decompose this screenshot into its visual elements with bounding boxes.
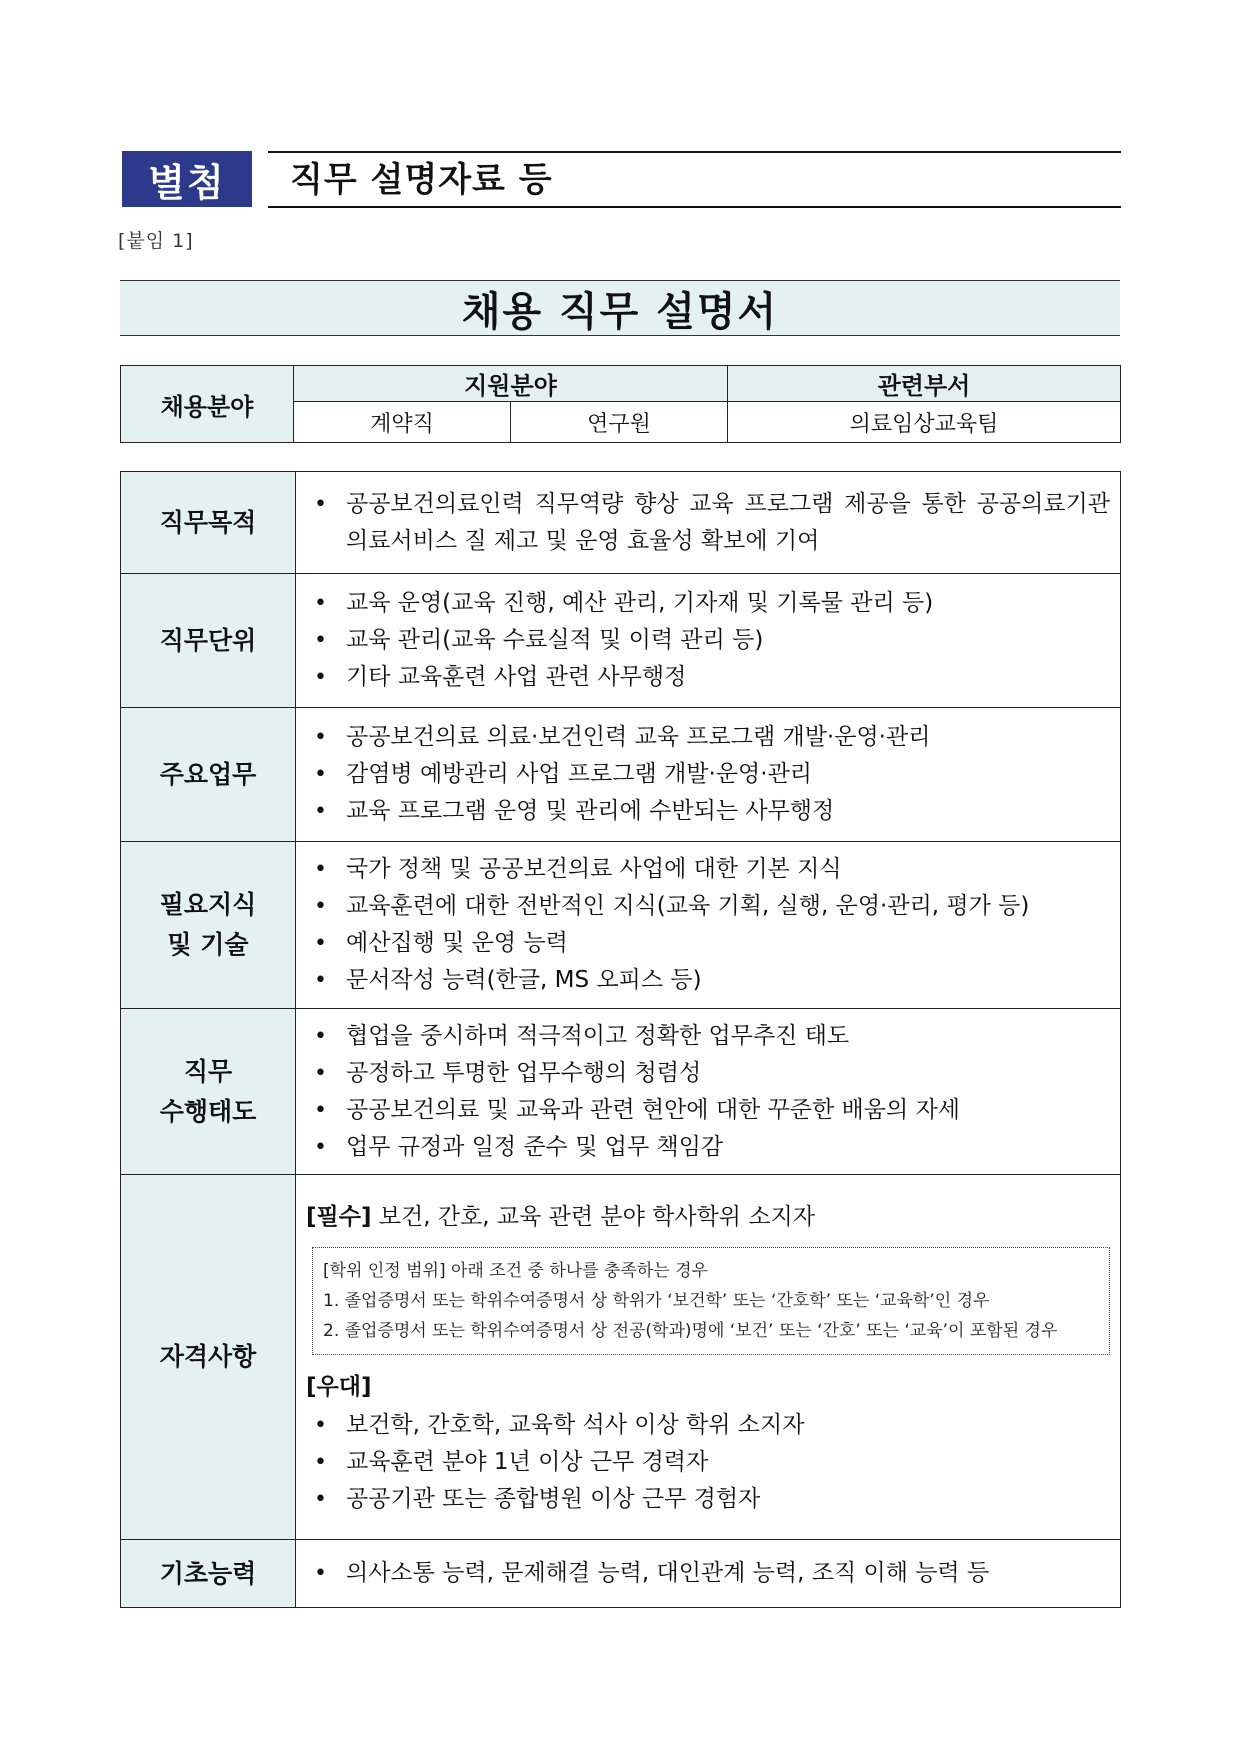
required-text: 보건, 간호, 교육 관련 분야 학사학위 소지자 — [371, 1203, 815, 1230]
required-qualification — [306, 1197, 1110, 1237]
list-item: • 공공기관 또는 종합병원 이상 근무 경험자 — [306, 1481, 1110, 1518]
section-title: 직무 설명자료 등 — [290, 160, 553, 200]
row-label-unit: 직무단위 — [121, 574, 296, 708]
degree-scope-item: 1. 졸업증명서 또는 학위수여증명서 상 학위가 ‘보건학’ 또는 ‘간호학’ 또는 ‘교육학’인 경우 — [323, 1290, 990, 1311]
list-item: • 공공보건의료 의료·보건인력 교육 프로그램 개발·운영·관리 — [306, 719, 1110, 756]
duties-content — [296, 708, 1121, 842]
row-label-knowledge — [121, 842, 296, 1009]
label-line: 및 기술 — [167, 930, 249, 959]
list-item: • 교육훈련 분야 1년 이상 근무 경력자 — [306, 1444, 1110, 1481]
degree-scope-item: 2. 졸업증명서 또는 학위수여증명서 상 전공(학과)명에 ‘보건’ 또는 ‘간호’ 또는 ‘교육’이 포함된 경우 — [323, 1320, 1058, 1341]
label-line: 수행태도 — [159, 1096, 257, 1126]
list-item: • 교육 프로그램 운영 및 관리에 수반되는 사무행정 — [306, 793, 1110, 830]
recruitment-table — [120, 365, 1121, 443]
list-item: • 교육훈련에 대한 전반적인 지식(교육 기획, 실행, 운영·관리, 평가 등) — [306, 888, 1110, 925]
list-item: • 의사소통 능력, 문제해결 능력, 대인관계 능력, 조직 이해 능력 등 — [306, 1555, 1110, 1592]
list-item: • 공정하고 투명한 업무수행의 청렴성 — [306, 1055, 1110, 1092]
document-title: 채용 직무 설명서 — [120, 280, 1120, 336]
row-label-qualification: 자격사항 — [121, 1175, 296, 1540]
list-item: • 문서작성 능력(한글, MS 오피스 등) — [306, 962, 1110, 999]
row-label-duties: 주요업무 — [121, 708, 296, 842]
job-description-table — [120, 471, 1121, 1608]
attitude-content — [296, 1009, 1121, 1175]
required-tag: [필수] — [306, 1203, 372, 1230]
list-item: • 교육 관리(교육 수료실적 및 이력 관리 등) — [306, 622, 1110, 659]
label-line: 직무 — [183, 1056, 233, 1086]
list-item: • 교육 운영(교육 진행, 예산 관리, 기자재 및 기록물 관리 등) — [306, 585, 1110, 622]
basic-content — [296, 1540, 1121, 1608]
related-dept-header: 관련부서 — [728, 366, 1121, 402]
list-item: • 기타 교육훈련 사업 관련 사무행정 — [306, 659, 1110, 696]
list-item: • 공공보건의료인력 직무역량 향상 교육 프로그램 제공을 통한 공공의료기관 의료서비스 질 제고 및 운영 효율성 확보에 기여 — [306, 486, 1110, 560]
position-name: 연구원 — [511, 402, 728, 443]
list-item: • 감염병 예방관리 사업 프로그램 개발·운영·관리 — [306, 756, 1110, 793]
row-label-basic: 기초능력 — [121, 1540, 296, 1608]
list-item: • 예산집행 및 운영 능력 — [306, 925, 1110, 962]
header-rule-bottom — [268, 206, 1121, 208]
row-label-purpose: 직무목적 — [121, 472, 296, 574]
row-label-attitude — [121, 1009, 296, 1175]
employment-type: 계약직 — [294, 402, 511, 443]
unit-content — [296, 574, 1121, 708]
label-line: 필요지식 — [159, 890, 257, 919]
degree-scope-box — [312, 1247, 1110, 1355]
list-item: • 업무 규정과 일정 준수 및 업무 책임감 — [306, 1129, 1110, 1166]
list-item: • 협업을 중시하며 적극적이고 정확한 업무추진 태도 — [306, 1018, 1110, 1055]
knowledge-content — [296, 842, 1121, 1009]
list-item: • 국가 정책 및 공공보건의료 사업에 대한 기본 지식 — [306, 851, 1110, 888]
list-item: • 공공보건의료 및 교육과 관련 현안에 대한 꾸준한 배움의 자세 — [306, 1092, 1110, 1129]
attachment-badge: 별첨 — [122, 151, 252, 207]
preferred-tag: [우대] — [306, 1373, 372, 1400]
degree-scope-title: [학위 인정 범위] 아래 조건 중 하나를 충족하는 경우 — [323, 1260, 708, 1281]
header-rule-top — [268, 151, 1121, 153]
recruit-field-label: 채용분야 — [121, 366, 294, 443]
purpose-content — [296, 472, 1121, 574]
list-item: • 보건학, 간호학, 교육학 석사 이상 학위 소지자 — [306, 1407, 1110, 1444]
attachment-label: [붙임 1] — [118, 230, 194, 252]
qualification-content — [296, 1175, 1121, 1540]
department-name: 의료임상교육팀 — [728, 402, 1121, 443]
support-field-header: 지원분야 — [294, 366, 728, 402]
